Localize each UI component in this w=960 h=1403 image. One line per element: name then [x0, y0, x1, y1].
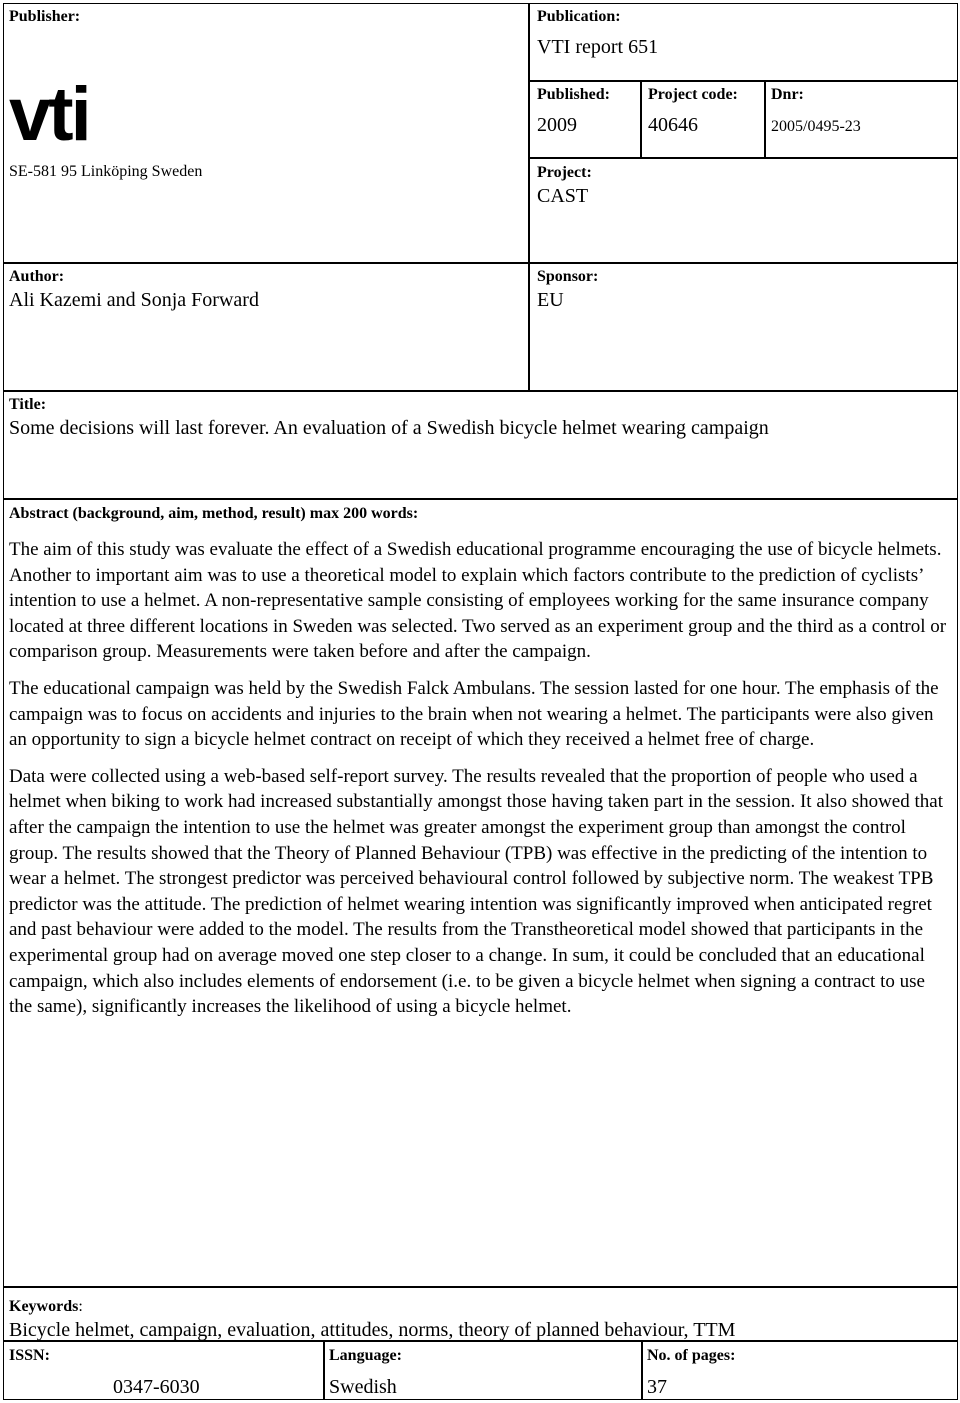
author-cell — [3, 262, 530, 392]
language-value: Swedish — [329, 1376, 397, 1398]
author-value: Ali Kazemi and Sonja Forward — [9, 289, 259, 311]
keywords-label — [9, 1297, 83, 1317]
project-code-label: Project code: — [648, 86, 738, 103]
keywords-label-colon: : — [78, 1298, 83, 1315]
publication-label: Publication: — [537, 8, 621, 25]
sponsor-value: EU — [537, 289, 564, 311]
abstract-label: Abstract (background, aim, method, result) max 200 words: — [9, 505, 419, 522]
publisher-address: SE-581 95 Linköping Sweden — [9, 163, 203, 180]
project-value: CAST — [537, 185, 589, 207]
title-label: Title: — [9, 396, 47, 413]
title-value: Some decisions will last forever. An evaluation of a Swedish bicycle helmet wearing campaign — [9, 417, 769, 439]
sponsor-label: Sponsor: — [537, 268, 599, 285]
abstract-paragraph: The educational campaign was held by the Swedish Falck Ambulans. The session lasted for one hour. The emphasis of the campaign was to focus on accidents and injuries to the brain when not wearing a helmet. The participants were also given an opportunity to sign a bicycle helmet contract on receipt of which they received a helmet free of charge. — [9, 677, 939, 751]
dnr-value: 2005/0495-23 — [771, 118, 861, 135]
published-label: Published: — [537, 86, 610, 103]
project-code-value: 40646 — [648, 114, 698, 136]
dnr-label: Dnr: — [771, 86, 804, 103]
author-label: Author: — [9, 268, 65, 285]
issn-value: 0347-6030 — [113, 1376, 200, 1398]
keywords-label-text: Keywords — [9, 1298, 79, 1315]
publication-value: VTI report 651 — [537, 36, 659, 58]
abstract-body — [9, 537, 947, 1031]
issn-label: ISSN: — [9, 1347, 50, 1364]
published-value: 2009 — [537, 114, 577, 136]
keywords-value: Bicycle helmet, campaign, evaluation, attitudes, norms, theory of planned behaviour, TTM — [9, 1319, 736, 1341]
title-cell — [3, 390, 958, 500]
language-label: Language: — [329, 1347, 402, 1364]
abstract-paragraph: Data were collected using a web-based self-report survey. The results revealed that the proportion of people who used a helmet when biking to work had increased substantially amongst those having taken part in the session. It also showed that after the campaign the intention to use the helmet was greater amongst the experiment group than amongst the control group. The results showed that the Theory of Planned Behaviour (TPB) was effective in the predicting of the intention to wear a helmet. The strongest predictor was perceived behavioural control followed by subjective norm. The weakest TPB predictor was the attitude. The prediction of helmet wearing intention was significantly improved when anticipated regret and past behaviour were added to the model. The results from the Transtheoretical model showed that participants in the experimental group had on average moved one step closer to a change. In sum, it could be concluded that an educational campaign, which also includes elements of endorsement (i.e. to be given a bicycle helmet when signing a contract to use the same), significantly increases the likelihood of using a bicycle helmet. — [9, 765, 943, 1018]
project-cell — [528, 157, 958, 264]
pages-value: 37 — [647, 1376, 667, 1398]
abstract-paragraph: The aim of this study was evaluate the effect of a Swedish educational programme encouraging the use of bicycle helmets. Another to important aim was to use a theoretical model to explain which factors contribute to the prediction of cyclists’ intention to use a helmet. A non-representative sample consisting of employees working for the same insurance company located at three different locations in Sweden was selected. Two served as an experiment group and the third as a control or comparison group. Measurements were taken before and after the campaign. — [9, 539, 947, 663]
publisher-label: Publisher: — [9, 8, 81, 25]
pages-label: No. of pages: — [647, 1347, 736, 1364]
vti-logo: vti — [9, 72, 89, 157]
project-label: Project: — [537, 164, 592, 181]
